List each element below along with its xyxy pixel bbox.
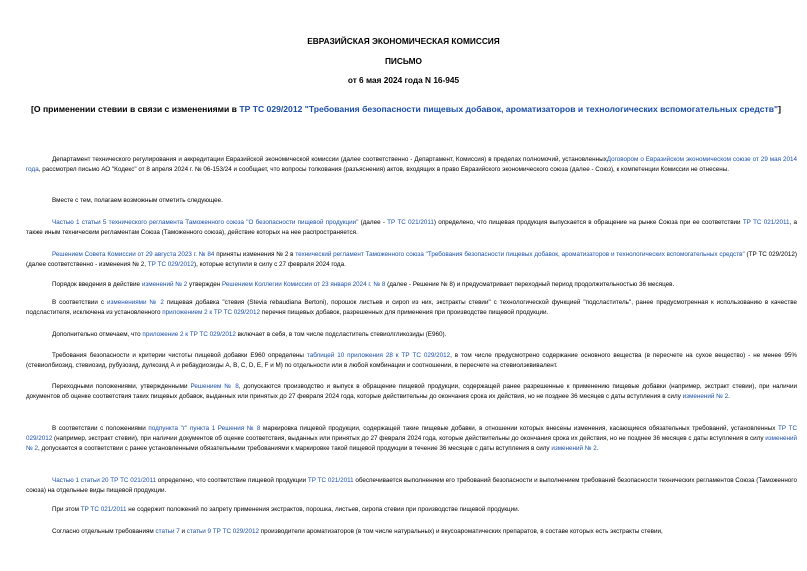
text-run: , а также иным техническим регламентам Союза (Таможенного союза), действие которых на нее распространяется. — [26, 219, 797, 236]
regulation-link[interactable]: Договором о Евразийском экономическом союзе от 29 мая 2014 года — [26, 156, 798, 173]
regulation-link[interactable]: Частью 1 статьи 5 технического регламента Таможенного союза "О безопасности пищевой продукции" — [52, 219, 359, 226]
regulation-link[interactable]: изменений № 2 — [26, 435, 797, 452]
paragraph-2 — [26, 196, 797, 206]
text-run: (ТР ТС 029/2012) (далее соответственно - изменения № 2, — [26, 251, 798, 268]
regulation-link[interactable]: изменениями № 2 — [107, 299, 164, 306]
text-run: Переходными положениями, утвержденными — [52, 383, 191, 390]
paragraph-3 — [26, 218, 797, 238]
text-run: . — [728, 393, 730, 400]
regulation-link[interactable]: ТР ТС 021/2011 — [80, 506, 127, 513]
regulation-link[interactable]: изменений № 2 — [551, 445, 597, 452]
paragraph-12 — [26, 505, 797, 515]
paragraph-13 — [26, 527, 797, 537]
regulation-link[interactable]: Решением Коллегии Комиссии от 23 января 2024 г. № 8 — [221, 281, 386, 288]
text-run: и — [179, 528, 187, 535]
text-run: , в том числе предусмотрено содержание основного вещества (в пересчете на сухое вещество) - не менее 95% (стевиолбиозид, стевиозид, рубузозид, дулкозид А и ребаудиозиды A, B, C, D, E, F и M) по отдельности или в любой комбинации и соотношении, в пересчете на стевиолэквивалент. — [26, 352, 797, 369]
text-run: не содержит положений по запрету применения экстрактов, порошка, листьев, сиропа стевии при производстве пищевой продукции. — [126, 506, 520, 513]
regulation-link[interactable]: подпункта "г" пункта 1 Решения № 8 — [148, 425, 261, 432]
text-run: пищевая добавка "стевия (Stevia rebaudiana Bertoni), порошок листьев и сироп из них, экстракты стевии" с технологической функцией "подсластитель", ранее предусмотренная к использованию в качестве подсластителя, исключена из установленного — [26, 299, 797, 316]
text-run: Вместе с тем, полагаем возможным отметить следующее. — [52, 197, 223, 204]
text-run: , рассмотрел письмо АО "Кодекс" от 8 апреля 2024 г. № 06-153/24 и сообщает, что вопросы толкования (разъяснения) актов, входящих в право Евразийского экономического союза (далее - Союз), к компетенции Комиссии не отнесены. — [38, 166, 730, 173]
regulation-link[interactable]: изменений № 2 — [141, 281, 188, 288]
regulation-link[interactable]: ТР ТС 029/2012 — [26, 425, 797, 442]
text-run: маркировка пищевой продукции, содержащей такие пищевые добавки, в отношении которых внесены изменения, касающиеся обязательных требований, установленных — [260, 425, 778, 432]
document-title — [26, 104, 786, 115]
document-date-heading: от 6 мая 2024 года N 16-945 — [347, 75, 460, 85]
text-run: Департамент технического регулирования и аккредитации Евразийской экономической комиссии (далее соответственно - Департамент, Комиссия) в пределах полномочий, установленных — [52, 156, 607, 163]
paragraph-5 — [26, 280, 797, 290]
regulation-link[interactable]: ТР ТС 029/2012 — [147, 261, 194, 268]
text-run: , допускается в соответствии с ранее установленными обязательными требованиями к маркировке такой пищевой продукции в течение 36 месяцев с даты вступления в силу — [38, 445, 552, 452]
paragraph-9 — [26, 382, 797, 402]
text-run: перечня пищевых добавок, разрешенных для применения при производстве пищевой продукции. — [260, 309, 549, 316]
regulation-link[interactable]: таблицей 10 приложения 28 к ТР ТС 029/2012 — [306, 352, 451, 359]
title-regulation-link[interactable]: ТР ТС 029/2012 "Требования безопасности пищевых добавок, ароматизаторов и технологических вспомогательных средств" — [239, 104, 779, 114]
text-run: Согласно отдельным требованиям — [52, 528, 156, 535]
paragraph-11 — [26, 476, 797, 496]
regulation-link[interactable]: Частью 1 статьи 20 ТР ТС 021/2011 — [52, 477, 157, 484]
paragraph-7 — [26, 330, 797, 340]
text-run: (например, экстракт стевии), при наличии документов об оценке соответствия, выданных или принятых до 27 февраля 2024 года, которые действительны до окончания срока их действия, но не позднее 36 месяцев с даты вступления в силу — [52, 435, 766, 442]
regulation-link[interactable]: статьи 7 — [155, 528, 180, 535]
text-run: обеспечивается выполнением его требований безопасности и выполнением требований безопасности технических регламентов Союза (Таможенного союза) на отдельные виды пищевой продукции. — [26, 477, 797, 494]
regulation-link[interactable]: ТР ТС 021/2011 — [307, 477, 354, 484]
text-run: (далее - Решение № 8) и предусматривает переходный период продолжительностью 36 месяцев. — [385, 281, 675, 288]
text-run: , допускаются производство и выпуск в обращение пищевой продукции, содержащей ранее разрешенные к применению пищевые добавки (например, экстракт стевии), при наличии документов об оценке соответствия таких пищевых добавок, выданных или принятых до 27 февраля 2024 года, которые действительны до окончания срока их действия, но не позднее 36 месяцев с даты вступления в силу — [26, 383, 797, 400]
issuer-heading: ЕВРАЗИЙСКАЯ ЭКОНОМИЧЕСКАЯ КОМИССИЯ — [307, 36, 500, 46]
title-suffix: ] — [778, 104, 781, 114]
text-run: Порядок введения в действие — [52, 281, 142, 288]
text-run: (далее - — [358, 219, 388, 226]
regulation-link[interactable]: ТР ТС 021/2011 — [387, 219, 434, 226]
regulation-link[interactable]: приложение 2 к ТР ТС 029/2012 — [142, 331, 236, 338]
regulation-link[interactable]: Решением № 8 — [190, 383, 239, 390]
text-run: В соответствии с — [52, 299, 107, 306]
text-run: ), которые вступили в силу с 27 февраля 2024 года. — [194, 261, 346, 268]
document-type-heading: ПИСЬМО — [384, 56, 423, 66]
text-run: ) определено, что пищевая продукция выпускается в обращение на рынке Союза при ее соответствии — [433, 219, 743, 226]
text-run: . — [596, 445, 599, 452]
text-run: производители ароматизаторов (в том числе натуральных) и вкусоароматических препаратов, в составе которых есть экстракты стевии, — [259, 528, 663, 535]
text-run: приняты изменения № 2 в — [214, 251, 296, 258]
text-run: включает в себя, в том числе подсластитель стевиолгликозиды (Е960). — [235, 331, 447, 338]
paragraph-1 — [26, 155, 797, 175]
text-run: определено, что соответствие пищевой продукции — [156, 477, 308, 484]
regulation-link[interactable]: статьи 9 ТР ТС 029/2012 — [186, 528, 260, 535]
paragraph-6 — [26, 298, 797, 318]
text-run: В соответствии с положениями — [52, 425, 149, 432]
paragraph-10 — [26, 424, 797, 454]
paragraph-4 — [26, 250, 797, 270]
regulation-link[interactable]: приложением 2 к ТР ТС 029/2012 — [162, 309, 261, 316]
paragraph-8 — [26, 351, 797, 371]
regulation-link[interactable]: Решением Совета Комиссии от 29 августа 2023 г. № 84 — [52, 251, 215, 258]
title-prefix: [О применении стевии в связи с изменениями в — [31, 104, 240, 114]
text-run: утвержден — [187, 281, 222, 288]
regulation-link[interactable]: изменений № 2 — [682, 393, 729, 400]
regulation-link[interactable]: технический регламент Таможенного союза "Требования безопасности пищевых добавок, ароматизаторов и технологических вспомогательных средств" — [295, 251, 745, 258]
text-run: При этом — [52, 506, 81, 513]
regulation-link[interactable]: ТР ТС 021/2011 — [742, 219, 790, 226]
text-run: Требования безопасности и критерии чистоты пищевой добавки Е960 определены — [52, 352, 307, 359]
text-run: Дополнительно отмечаем, что — [52, 331, 143, 338]
